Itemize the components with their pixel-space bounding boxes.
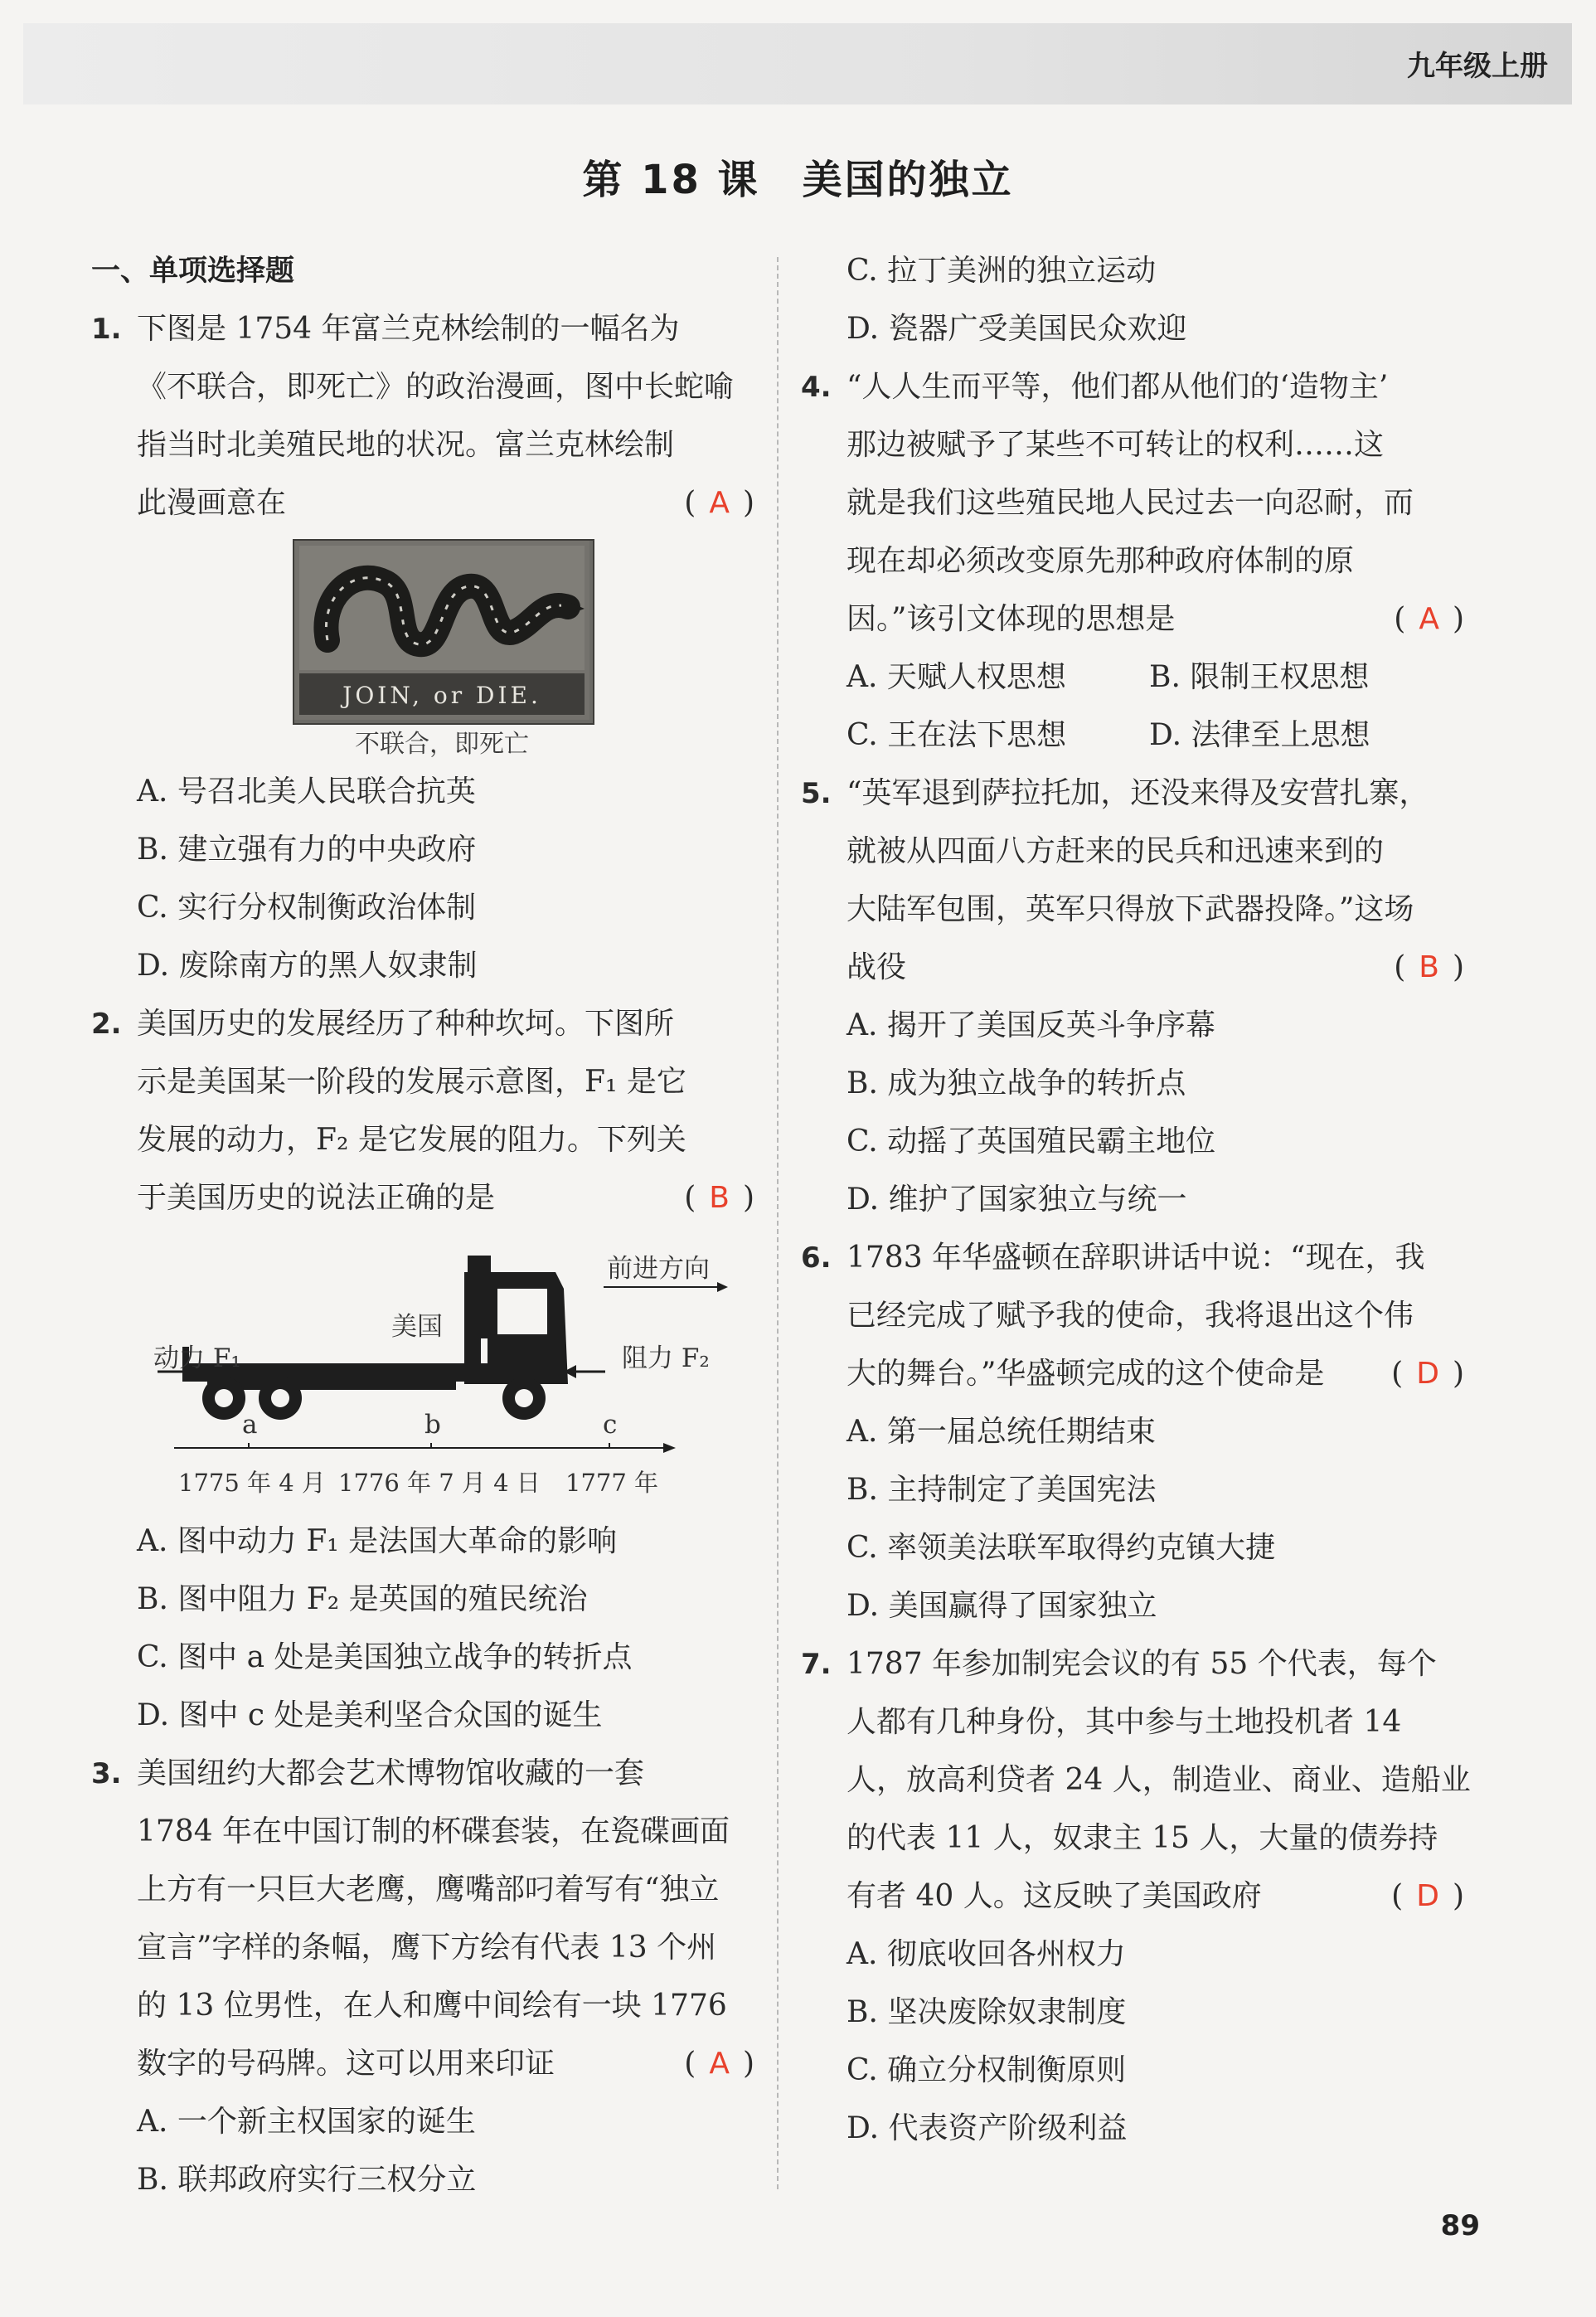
option-c[interactable]: C. 确立分权制衡原则 [847, 2053, 1127, 2087]
answer-mark: A [1419, 602, 1439, 636]
question-line [801, 939, 1464, 997]
question-line: 示是美国某一阶段的发展示意图，F₁ 是它 [137, 1065, 686, 1099]
answer-bracket: ( A ) [684, 486, 754, 520]
question-line [801, 1635, 1464, 1693]
option-b[interactable]: B. 图中阻力 F₂ 是英国的殖民统治 [137, 1582, 588, 1616]
date-c-label: 1777 年 [565, 1469, 659, 1497]
answer-mark: D [1416, 1879, 1439, 1913]
question-line: 现在却必须改变原先那种政府体制的原 [847, 544, 1355, 578]
question-line: 《不联合，即死亡》的政治漫画，图中长蛇喻 [137, 370, 735, 404]
question-line [801, 765, 1464, 823]
question-number: 5. [801, 777, 832, 810]
question-text: 有者 40 人。这反映了美国政府 [847, 1879, 1262, 1913]
svg-text:JOIN, or DIE.: JOIN, or DIE. [342, 682, 541, 709]
answer-bracket: ( D ) [1391, 1879, 1464, 1913]
question-number: 4. [801, 371, 832, 404]
option-row [801, 707, 1464, 765]
option-d[interactable]: D. 法律至上思想 [1149, 718, 1370, 752]
column-divider [777, 257, 779, 2189]
question-1 [91, 300, 754, 995]
page-number: 89 [1440, 2209, 1480, 2242]
question-line [801, 590, 1464, 648]
forward-direction-label: 前进方向 [607, 1254, 710, 1284]
question-line: 那边被赋予了某些不可转让的权利……这 [847, 428, 1385, 462]
question-text: 战役 [847, 950, 907, 984]
question-text: 大的舞台。”华盛顿完成的这个使命是 [847, 1357, 1325, 1391]
question-line: 指当时北美殖民地的状况。富兰克林绘制 [137, 428, 675, 462]
force1-label: 动力 F₁ [153, 1343, 241, 1373]
option-a[interactable]: A. 揭开了美国反英斗争序幕 [847, 1008, 1215, 1042]
snake-cartoon-icon [294, 541, 589, 720]
question-text: 数字的号码牌。这可以用来印证 [137, 2047, 555, 2081]
option-b[interactable]: B. 建立强有力的中央政府 [137, 833, 477, 867]
header-band [23, 23, 1572, 104]
option-c[interactable]: C. 实行分权制衡政治体制 [137, 891, 477, 925]
option-c[interactable]: C. 王在法下思想 [847, 718, 1067, 752]
option-c[interactable]: C. 图中 a 处是美国独立战争的转折点 [137, 1640, 633, 1674]
grade-label: 九年级上册 [1407, 50, 1548, 83]
question-line: 的 13 位男性，在人和鹰中间绘有一块 1776 [137, 1989, 727, 2023]
question-line: 就是我们这些殖民地人民过去一向忍耐，而 [847, 486, 1414, 520]
question-text: 下图是 1754 年富兰克林绘制的一幅名为 [137, 312, 680, 346]
left-column [91, 242, 754, 2209]
answer-mark: D [1416, 1357, 1439, 1391]
question-number: 1. [91, 313, 122, 346]
question-line: 人都有几种身份，其中参与土地投机者 14 [847, 1705, 1402, 1739]
question-line: 已经完成了赋予我的使命，我将退出这个伟 [847, 1299, 1414, 1333]
question-4 [801, 358, 1464, 765]
question-line: 上方有一只巨大老鹰，鹰嘴部叼着写有“独立 [137, 1873, 720, 1907]
answer-bracket: ( A ) [1394, 602, 1464, 636]
option-d[interactable]: D. 代表资产阶级利益 [847, 2111, 1128, 2145]
question-line [801, 358, 1464, 416]
question-text: 1783 年华盛顿在辞职讲话中说：“现在，我 [847, 1241, 1425, 1275]
question-text: 1787 年参加制宪会议的有 55 个代表，每个 [847, 1647, 1437, 1681]
point-a-label: a [242, 1410, 258, 1440]
question-number: 7. [801, 1648, 832, 1681]
question-line [801, 1229, 1464, 1287]
answer-mark: B [709, 1181, 730, 1215]
answer-mark: B [1419, 950, 1439, 984]
question-text: “英军退到萨拉托加，还没来得及安营扎寨， [847, 776, 1429, 810]
question-line: 1784 年在中国订制的杯碟套装，在瓷碟画面 [137, 1814, 730, 1848]
question-line: 的代表 11 人，奴隶主 15 人，大量的债券持 [847, 1821, 1438, 1855]
question-line: 就被从四面八方赶来的民兵和迅速来到的 [847, 834, 1385, 868]
option-a[interactable]: A. 彻底收回各州权力 [847, 1937, 1126, 1971]
answer-mark: A [709, 2047, 730, 2081]
question-line [91, 300, 754, 358]
section-heading: 一、单项选择题 [91, 255, 295, 288]
date-b-label: 1776 年 7 月 4 日 [338, 1469, 541, 1497]
question-line [801, 1345, 1464, 1403]
truck-diagram [91, 1239, 754, 1513]
question-text: 于美国历史的说法正确的是 [137, 1181, 496, 1215]
right-column [801, 242, 1471, 2158]
answer-bracket: ( B ) [684, 1181, 754, 1215]
question-text: 此漫画意在 [137, 486, 287, 520]
option-d[interactable]: D. 美国赢得了国家独立 [847, 1589, 1157, 1623]
option-d[interactable]: D. 瓷器广受美国民众欢迎 [847, 312, 1187, 346]
question-line [91, 474, 754, 532]
question-line [91, 995, 754, 1053]
option-c[interactable]: C. 拉丁美洲的独立运动 [847, 254, 1157, 288]
lesson-title: 第 18 课 美国的独立 [582, 157, 1014, 203]
question-line: 人，放高利贷者 24 人，制造业、商业、造船业 [847, 1763, 1471, 1797]
question-line [91, 2035, 754, 2093]
option-c[interactable]: C. 率领美法联军取得约克镇大捷 [847, 1531, 1276, 1565]
option-c[interactable]: C. 动摇了英国殖民霸主地位 [847, 1124, 1216, 1158]
question-number: 3. [91, 1757, 122, 1790]
option-b[interactable]: B. 主持制定了美国宪法 [847, 1473, 1157, 1507]
option-row [801, 648, 1464, 707]
option-a[interactable]: A. 号召北美人民联合抗英 [137, 775, 476, 809]
option-b[interactable]: B. 联邦政府实行三权分立 [137, 2163, 477, 2197]
option-b[interactable]: B. 限制王权思想 [1149, 660, 1370, 694]
point-b-label: b [424, 1410, 441, 1440]
question-line [801, 1868, 1464, 1926]
question-number: 2. [91, 1008, 122, 1041]
question-text: 美国纽约大都会艺术博物馆收藏的一套 [137, 1756, 645, 1790]
option-a[interactable]: A. 一个新主权国家的诞生 [137, 2105, 476, 2139]
question-text: “人人生而平等，他们都从他们的‘造物主’ [847, 370, 1389, 404]
question-3 [91, 1745, 754, 2209]
option-a[interactable]: A. 图中动力 F₁ 是法国大革命的影响 [137, 1524, 618, 1558]
answer-mark: A [709, 486, 730, 520]
option-a[interactable]: A. 天赋人权思想 [847, 660, 1066, 694]
date-a-label: 1775 年 4 月 [178, 1469, 326, 1497]
answer-bracket: ( A ) [684, 2047, 754, 2081]
option-b[interactable]: B. 坚决废除奴隶制度 [847, 1995, 1127, 2029]
america-label: 美国 [391, 1312, 443, 1342]
question-7 [801, 1635, 1471, 2158]
question-line: 大陆军包围，英军只得放下武器投降。”这场 [847, 892, 1414, 926]
question-number: 6. [801, 1241, 832, 1275]
question-text: 因。”该引文体现的思想是 [847, 602, 1176, 636]
cartoon-figure [91, 539, 754, 763]
option-b[interactable]: B. 成为独立战争的转折点 [847, 1066, 1186, 1100]
question-2 [91, 995, 754, 1745]
question-line: 宣言”字样的条幅，鹰下方绘有代表 13 个州 [137, 1931, 717, 1965]
answer-bracket: ( D ) [1391, 1357, 1464, 1391]
option-d[interactable]: D. 维护了国家独立与统一 [847, 1183, 1187, 1217]
question-line [91, 1169, 754, 1227]
answer-bracket: ( B ) [1394, 950, 1464, 984]
question-text: 美国历史的发展经历了种种坎坷。下图所 [137, 1007, 675, 1041]
option-d[interactable]: D. 图中 c 处是美利坚合众国的诞生 [137, 1698, 603, 1732]
question-5 [801, 765, 1464, 1229]
question-line [91, 1745, 754, 1803]
option-d[interactable]: D. 废除南方的黑人奴隶制 [137, 949, 478, 983]
option-a[interactable]: A. 第一届总统任期结束 [847, 1415, 1156, 1449]
join-or-die-image [293, 539, 594, 725]
point-c-label: c [603, 1410, 618, 1440]
force2-label: 阻力 F₂ [622, 1343, 710, 1373]
figure-caption: 不联合，即死亡 [355, 730, 529, 759]
question-line: 发展的动力，F₂ 是它发展的阻力。下列关 [137, 1123, 686, 1157]
question-6 [801, 1229, 1464, 1635]
